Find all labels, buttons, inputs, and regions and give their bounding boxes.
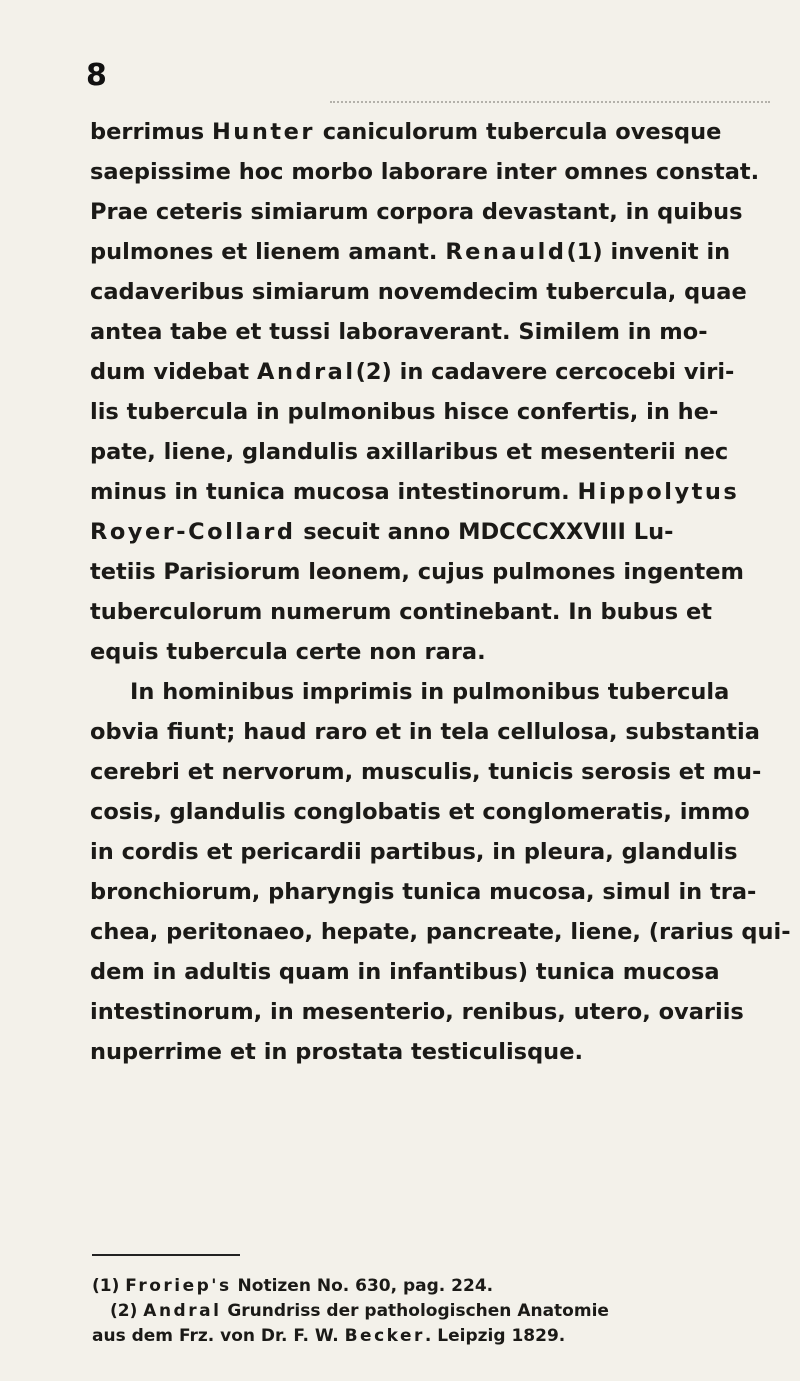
text-segment: chea, peritonaeo, hepate, pancreate, liene, (rarius qui-	[90, 919, 791, 945]
text-line	[90, 272, 790, 312]
text-line	[90, 712, 790, 752]
spaced-name: Hunter	[211, 119, 315, 145]
text-segment: secuit anno MDCCCXXVIII Lu-	[295, 519, 674, 545]
text-segment: saepissime hoc morbo laborare inter omnes constat.	[90, 159, 760, 185]
text-segment: intestinorum, in mesenterio, renibus, utero, ovariis	[90, 999, 744, 1025]
text-segment: cerebri et nervorum, musculis, tunicis serosis et mu-	[90, 759, 762, 785]
text-line	[90, 912, 790, 952]
spaced-name: Hippolytus	[577, 479, 740, 505]
text-segment: pulmones et lienem amant.	[90, 239, 446, 265]
text-segment: (2) in cadavere cercocebi viri-	[355, 359, 735, 385]
footnote-separator	[92, 1254, 240, 1256]
text-line	[90, 152, 790, 192]
text-segment: cadaveribus simiarum novemdecim tubercula, quae	[90, 279, 747, 305]
text-line	[90, 432, 790, 472]
text-segment: equis tubercula certe non rara.	[90, 639, 486, 665]
text-segment: Notizen No. 630, pag. 224.	[231, 1276, 494, 1296]
text-line	[90, 592, 790, 632]
text-segment: tuberculorum numerum continebant. In bubus et	[90, 599, 713, 625]
text-line	[90, 312, 790, 352]
text-line	[90, 232, 790, 272]
spaced-name: Becker	[344, 1326, 425, 1346]
text-segment: dem in adultis quam in infantibus) tunica mucosa	[90, 959, 720, 985]
text-line	[90, 1032, 790, 1072]
spaced-name: Royer-Collard	[90, 519, 296, 545]
spaced-name: Andral	[257, 359, 356, 385]
text-segment: tetiis Parisiorum leonem, cujus pulmones ingentem	[90, 559, 744, 585]
text-segment: dum videbat	[90, 359, 258, 385]
text-line	[90, 512, 790, 552]
spaced-name: Renauld	[445, 239, 567, 265]
header-rule	[330, 101, 770, 103]
text-segment: cosis, glandulis conglobatis et conglomeratis, immo	[90, 799, 750, 825]
spaced-name: Froriep's	[125, 1276, 232, 1296]
text-segment: (1) invenit in	[566, 239, 731, 265]
footnotes	[92, 1274, 792, 1349]
text-line	[90, 192, 790, 232]
text-segment: Grundriss der pathologischen Anatomie	[221, 1301, 609, 1321]
text-line	[90, 552, 790, 592]
text-segment: obvia fiunt; haud raro et in tela cellulosa, substantia	[90, 719, 760, 745]
text-line	[90, 872, 790, 912]
page-number: 8	[86, 58, 107, 93]
text-line	[90, 672, 790, 712]
text-line	[90, 792, 790, 832]
text-line	[90, 952, 790, 992]
text-segment: lis tubercula in pulmonibus hisce confertis, in he-	[90, 399, 719, 425]
text-segment: caniculorum tubercula ovesque	[314, 119, 722, 145]
text-segment: antea tabe et tussi laboraverant. Similem in mo-	[90, 319, 708, 345]
text-line	[90, 112, 790, 152]
text-line	[90, 752, 790, 792]
text-line	[90, 472, 790, 512]
text-segment: bronchiorum, pharyngis tunica mucosa, simul in tra-	[90, 879, 757, 905]
text-line	[90, 352, 790, 392]
text-segment: berrimus	[90, 119, 212, 145]
text-line	[90, 632, 790, 672]
footnote-line	[92, 1299, 792, 1324]
text-segment: in cordis et pericardii partibus, in pleura, glandulis	[90, 839, 738, 865]
text-line	[90, 392, 790, 432]
footnote-line	[92, 1274, 792, 1299]
text-segment: minus in tunica mucosa intestinorum.	[90, 479, 578, 505]
text-segment: aus dem Frz. von Dr. F. W.	[92, 1326, 345, 1346]
text-line	[90, 832, 790, 872]
spaced-name: Andral	[143, 1301, 222, 1321]
text-segment: nuperrime et in prostata testiculisque.	[90, 1039, 584, 1065]
body-text	[90, 112, 790, 1072]
text-segment: Prae ceteris simiarum corpora devastant, in quibus	[90, 199, 743, 225]
text-line	[90, 992, 790, 1032]
text-segment: (1)	[92, 1276, 126, 1296]
text-segment: In hominibus imprimis in pulmonibus tubercula	[130, 679, 730, 705]
footnote-line	[92, 1324, 792, 1349]
text-segment: . Leipzig 1829.	[424, 1326, 566, 1346]
text-segment: (2)	[110, 1301, 144, 1321]
text-segment: pate, liene, glandulis axillaribus et mesenterii nec	[90, 439, 729, 465]
